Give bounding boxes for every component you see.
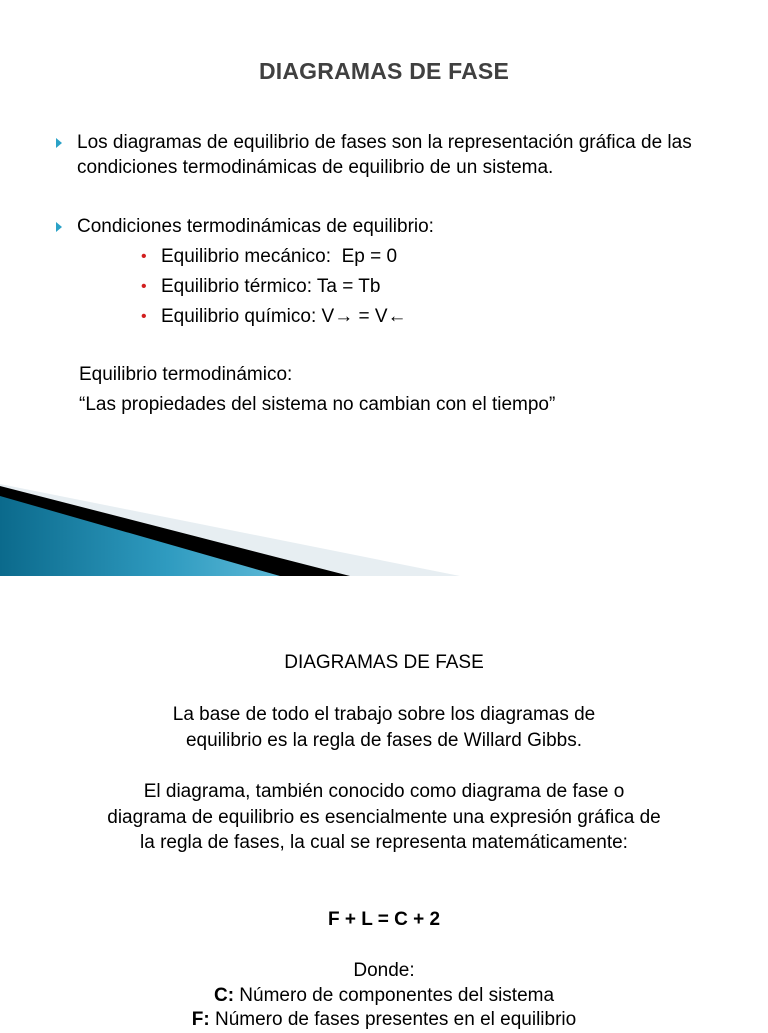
bullet-text: Condiciones termodinámicas de equilibrio: — [77, 216, 434, 237]
dot-bullet-icon: • — [141, 308, 147, 325]
sub-list-item — [140, 274, 407, 304]
dot-bullet-icon: • — [141, 248, 147, 265]
slide-title: DIAGRAMAS DE FASE — [258, 58, 510, 84]
where-label: Donde: — [353, 960, 415, 981]
sub-item-text: Equilibrio mecánico: Ep = 0 — [161, 246, 398, 267]
definition-symbol: C: — [213, 985, 235, 1006]
dot-bullet-icon: • — [141, 278, 147, 295]
sub-item-text: Equilibrio químico: V→ = V← — [161, 306, 407, 327]
arrow-bullet-icon — [56, 222, 62, 232]
slide-2-heading: DIAGRAMAS DE FASE — [284, 652, 484, 673]
bullet-text: Los diagramas de equilibrio de fases son la representación gráfica de las condiciones termodinámicas de equilibrio de un sistema. — [77, 132, 692, 178]
definition-text: Número de componentes del sistema — [234, 985, 555, 1006]
definition-text: Número de fases presentes en el equilibrio — [209, 1009, 577, 1030]
paragraph: La base de todo el trabajo sobre los diagramas de equilibrio es la regla de fases de Willard Gibbs. — [172, 704, 596, 751]
arrow-bullet-icon — [56, 138, 62, 148]
note-label: Equilibrio termodinámico: — [79, 364, 293, 385]
slide-2 — [0, 576, 768, 1030]
sub-item-text: Equilibrio térmico: Ta = Tb — [161, 276, 381, 297]
definition-line — [60, 983, 708, 1009]
sub-list-item — [140, 244, 407, 274]
paragraph: El diagrama, también conocido como diagrama de fase o diagrama de equilibrio es esencialmente una expresión gráfica de la regla de fases, la cual se representa matemáticamente: — [107, 781, 661, 853]
definition-symbol: F: — [191, 1009, 210, 1030]
definition-line — [60, 1007, 708, 1033]
decorative-swoosh — [0, 480, 480, 576]
formula: F + L = C + 2 — [327, 909, 441, 930]
sub-list — [140, 244, 407, 334]
note-quote: “Las propiedades del sistema no cambian con el tiempo” — [79, 394, 556, 415]
sub-list-item — [140, 304, 407, 334]
